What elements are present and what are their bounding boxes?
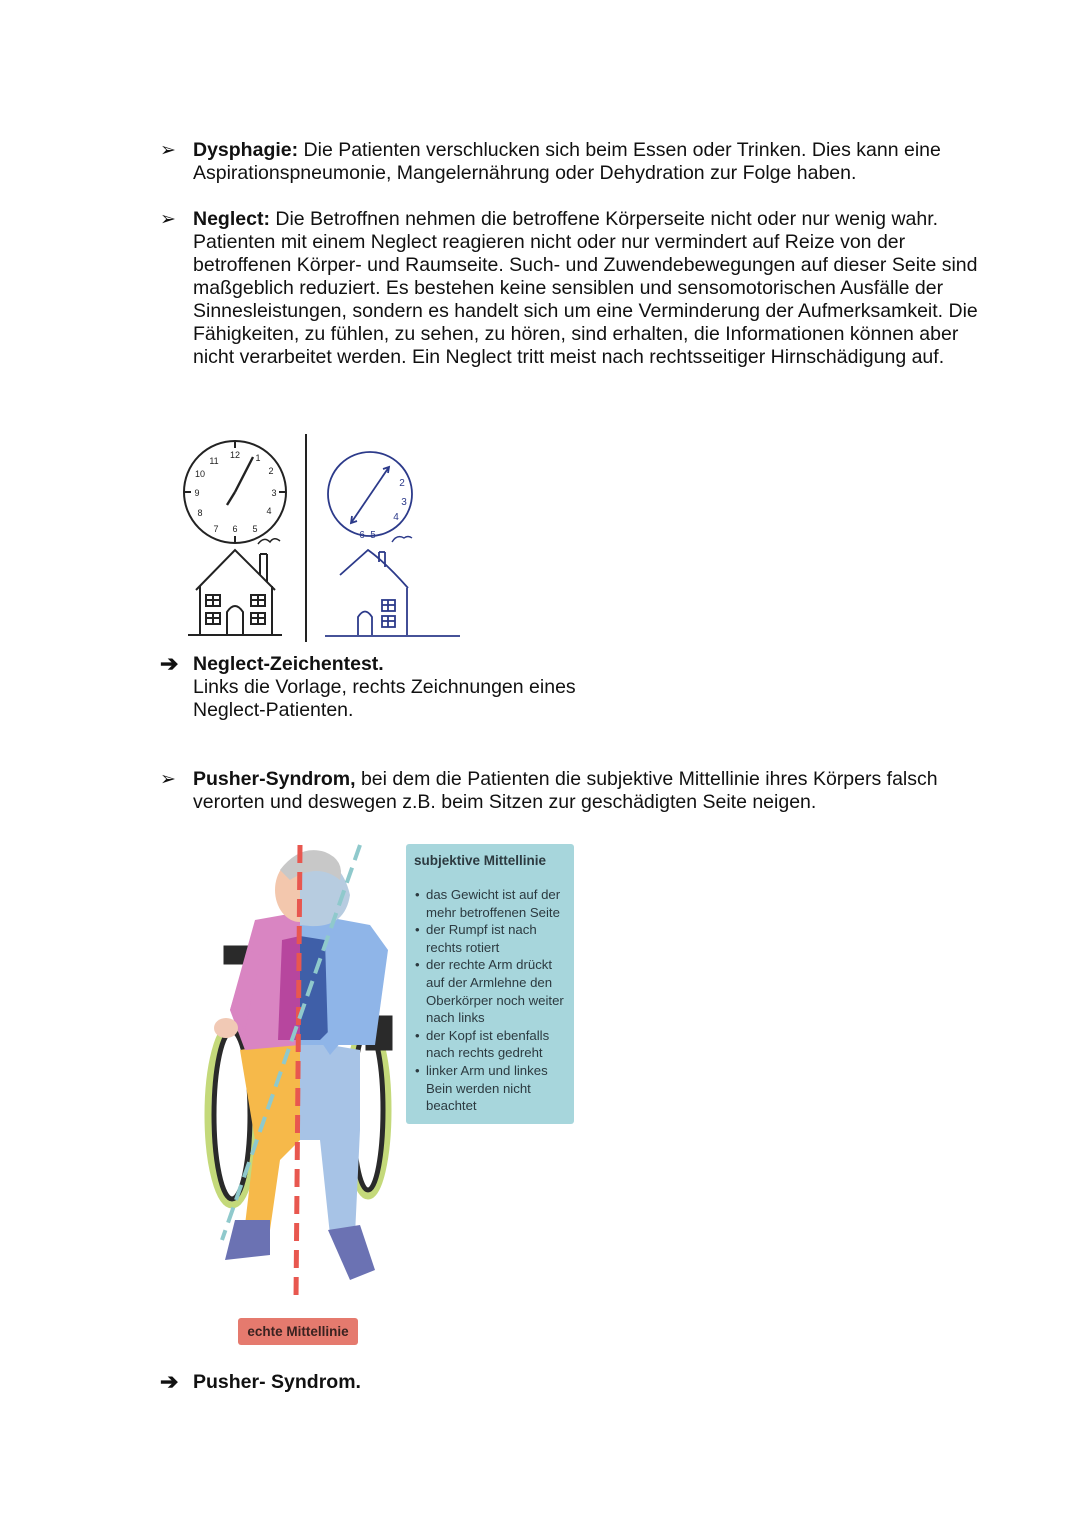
right-trouser bbox=[300, 1040, 360, 1235]
neglect-figure-caption bbox=[193, 653, 576, 722]
clock-number: 4 bbox=[266, 506, 272, 516]
clock-number: 5 bbox=[370, 530, 376, 541]
dysphagia-paragraph bbox=[193, 139, 983, 185]
pusher-paragraph bbox=[193, 768, 983, 814]
blue-shirt bbox=[300, 936, 328, 1040]
clock-number: 4 bbox=[393, 512, 399, 523]
clock-number: 6 bbox=[232, 524, 238, 534]
subjective-midline-infobox bbox=[406, 844, 574, 1124]
patient-clock-numbers bbox=[359, 478, 407, 541]
clock-number: 5 bbox=[252, 524, 258, 534]
patient-drawing bbox=[325, 452, 460, 636]
pusher-caption-title: Pusher- Syndrom. bbox=[193, 1371, 361, 1393]
true-midline-badge: echte Mittellinie bbox=[238, 1318, 358, 1345]
neglect-caption-line: Links die Vorlage, rechts Zeichnungen eines bbox=[193, 676, 576, 698]
infobox-title: subjektive Mittellinie bbox=[414, 853, 547, 868]
pusher-term: Pusher-Syndrom, bbox=[193, 768, 356, 790]
neglect-text: Die Betroffnen nehmen die betroffene Körperseite nicht oder nur wenig wahr. Patienten mit einem Neglect reagieren nicht oder nur vermindert auf Reize von der betroffenen Körper- und Raumseite. Such- und Zuwendebewegungen auf dieser Seite sind maßgeblich reduziert. Es bestehen keine sensiblen und sensomotorischen Ausfälle der Sinnesleistungen, sondern es handelt sich um eine Verminderung der Aufmerksamkeit. Die Fähigkeiten, zu fühlen, zu sehen, zu hören, sind erhalten, die Informationen können aber nicht verarbeitet werden. Ein Neglect tritt meist nach rechtsseitiger Hirnschädigung auf. bbox=[193, 208, 978, 368]
bullet-icon: ➢ bbox=[160, 140, 176, 161]
neglect-paragraph bbox=[193, 208, 983, 369]
arrow-icon: ➔ bbox=[160, 651, 179, 676]
right-shoe bbox=[328, 1225, 375, 1280]
clock-number: 3 bbox=[401, 497, 407, 508]
bullet-icon: ➢ bbox=[160, 209, 176, 230]
pusher-text: bei dem die Patienten die subjektive Mittellinie ihres Körpers falsch verorten und deswegen z.B. beim Sitzen zur geschädigten Seite neigen. bbox=[193, 768, 938, 813]
clock-number: 10 bbox=[194, 469, 206, 479]
arrow-icon: ➔ bbox=[160, 1369, 179, 1394]
template-house bbox=[196, 550, 275, 590]
neglect-term: Neglect: bbox=[193, 208, 270, 230]
left-shoe bbox=[225, 1220, 270, 1260]
dysphagia-term: Dysphagie: bbox=[193, 139, 299, 161]
infobox-list bbox=[414, 886, 572, 1115]
neglect-caption-line: Neglect-Patienten. bbox=[193, 699, 354, 721]
pusher-figure-caption bbox=[193, 1371, 361, 1394]
list-item: • der Rumpf ist nach rechts rotiert bbox=[414, 921, 572, 956]
neglect-caption-title: Neglect-Zeichentest. bbox=[193, 653, 384, 675]
pusher-illustration bbox=[200, 840, 400, 1310]
list-item: • linker Arm und linkes Bein werden nicht beachtet bbox=[414, 1062, 572, 1115]
list-item: • das Gewicht ist auf der mehr betroffenen Seite bbox=[414, 886, 572, 921]
clock-number: 11 bbox=[209, 456, 219, 466]
neglect-drawing-test-figure bbox=[180, 432, 470, 647]
bullet-icon: ➢ bbox=[160, 769, 176, 790]
clock-number: 1 bbox=[255, 453, 261, 463]
clock-number: 7 bbox=[213, 524, 219, 534]
left-hand bbox=[214, 1018, 238, 1038]
clock-number: 12 bbox=[229, 450, 241, 460]
list-item: • der Kopf ist ebenfalls nach rechts gedreht bbox=[414, 1027, 572, 1062]
clock-number: 8 bbox=[197, 508, 203, 518]
clock-number: 3 bbox=[271, 488, 277, 498]
dysphagia-text: Die Patienten verschlucken sich beim Essen oder Trinken. Dies kann eine Aspirationspneumonie, Mangelernährung oder Dehydration zur Folge haben. bbox=[193, 139, 941, 184]
clock-number: 2 bbox=[268, 466, 274, 476]
clock-number: 2 bbox=[399, 478, 405, 489]
list-item: • der rechte Arm drückt auf der Armlehne den Oberkörper noch weiter nach links bbox=[414, 956, 572, 1026]
patient-house bbox=[340, 550, 408, 588]
clock-number: 9 bbox=[194, 488, 200, 498]
clock-number: 6 bbox=[359, 530, 365, 541]
